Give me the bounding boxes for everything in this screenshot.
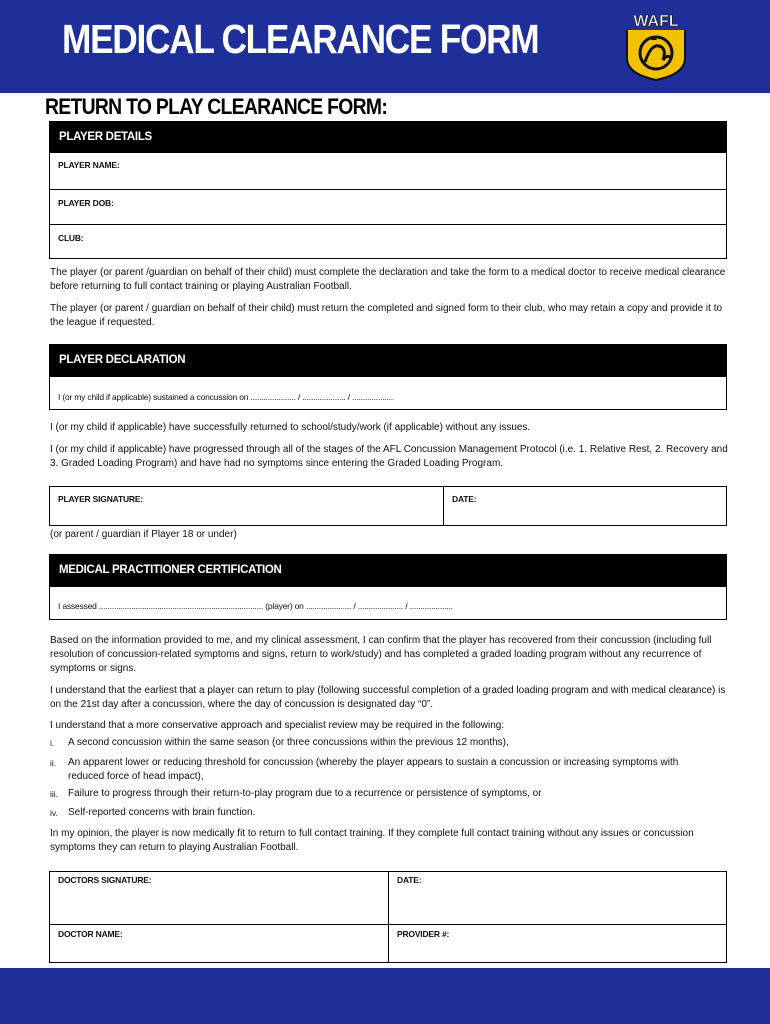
player-declaration-heading-text: PLAYER DECLARATION (59, 354, 186, 366)
declaration-paragraph-1: I (or my child if applicable) have successfully returned to school/study/work (if applicable) without any issues. (50, 422, 531, 433)
list-item: Self-reported concerns with brain function. (68, 807, 256, 818)
list-number: iii. (50, 789, 59, 799)
intro-paragraph-2: The player (or parent / guardian on behalf of their child) must return the completed and signed form to their club, who may retain a copy and provide it to the league if requested. (50, 303, 723, 328)
player-name-field[interactable]: PLAYER NAME: (58, 160, 120, 170)
certification-heading (49, 554, 727, 586)
player-declaration-heading (49, 344, 727, 376)
divider (49, 189, 727, 190)
player-dob-field[interactable]: PLAYER DOB: (58, 198, 114, 208)
certification-paragraph-2: I understand that the earliest that a player can return to play (following successful completion of a graded loading program and with medical clearance) is on the 21st day after a concussion, where the day of concussion is designated day “0”. (50, 685, 726, 710)
player-signature-field[interactable]: PLAYER SIGNATURE: (58, 494, 143, 504)
club-field[interactable]: CLUB: (58, 233, 84, 243)
list-item: A second concussion within the same season (or three concussions within the previous 12 months), (68, 737, 509, 748)
logo-text: WAFL (633, 13, 679, 30)
certification-paragraph-3: I understand that a more conservative approach and specialist review may be required in the following: (50, 720, 505, 731)
player-signature-box (49, 486, 727, 526)
list-number: iv. (50, 808, 58, 818)
header-banner (0, 0, 770, 93)
player-date-field[interactable]: DATE: (452, 494, 477, 504)
doctor-name-field[interactable]: DOCTOR NAME: (58, 929, 123, 939)
wafl-logo (621, 10, 691, 82)
guardian-note: (or parent / guardian if Player 18 or under) (50, 529, 237, 540)
doctor-signature-field[interactable]: DOCTORS SIGNATURE: (58, 875, 152, 885)
page-subtitle: RETURN TO PLAY CLEARANCE FORM: (45, 94, 388, 119)
list-number: i. (50, 738, 55, 748)
player-details-box (49, 152, 727, 259)
list-item: An apparent lower or reducing threshold for concussion (whereby the player appears to sustain a concussion or increasing symptoms with reduced force of head impact), (68, 757, 679, 782)
concussion-date-line[interactable]: I (or my child if applicable) sustained a concussion on ..................... / .................... / ................... (58, 392, 394, 402)
assessed-line[interactable]: I assessed ............................................................................ (player) on ..................... / ..................... / .................... (58, 601, 453, 611)
provider-number-field[interactable]: PROVIDER #: (397, 929, 450, 939)
divider (443, 486, 444, 526)
certification-heading-text: MEDICAL PRACTITIONER CERTIFICATION (59, 564, 282, 576)
certification-paragraph-1: Based on the information provided to me, and my clinical assessment, I can confirm that the player has recovered from their concussion (including full resolution of concussion-related symptoms and signs, return to work/study) and has completed a graded loading program without any recurrence of symptoms or signs. (50, 635, 712, 674)
divider (49, 924, 727, 925)
form-title: MEDICAL CLEARANCE FORM (62, 16, 539, 62)
divider (388, 871, 389, 963)
certification-paragraph-4: In my opinion, the player is now medically fit to return to full contact training. If they complete full contact training without any issues or concussion symptoms they can return to playing Australian Football. (50, 828, 694, 853)
list-number: ii. (50, 758, 57, 768)
declaration-paragraph-2: I (or my child if applicable) have progressed through all of the stages of the AFL Concussion Management Protocol (i.e. 1. Relative Rest, 2. Recovery and 3. Graded Loading Program) and have had no symptoms since entering the Graded Loading Program. (50, 444, 728, 469)
divider (49, 224, 727, 225)
list-item: Failure to progress through their return-to-play program due to a recurrence or persistence of symptoms, or (68, 788, 542, 799)
player-details-heading-text: PLAYER DETAILS (59, 130, 152, 143)
player-details-heading (49, 121, 727, 152)
doctor-date-field[interactable]: DATE: (397, 875, 422, 885)
footer-banner (0, 968, 770, 1024)
intro-paragraph-1: The player (or parent /guardian on behalf of their child) must complete the declaration and take the form to a medical doctor to receive medical clearance before returning to full contact training or playing Australian Football. (50, 267, 726, 292)
